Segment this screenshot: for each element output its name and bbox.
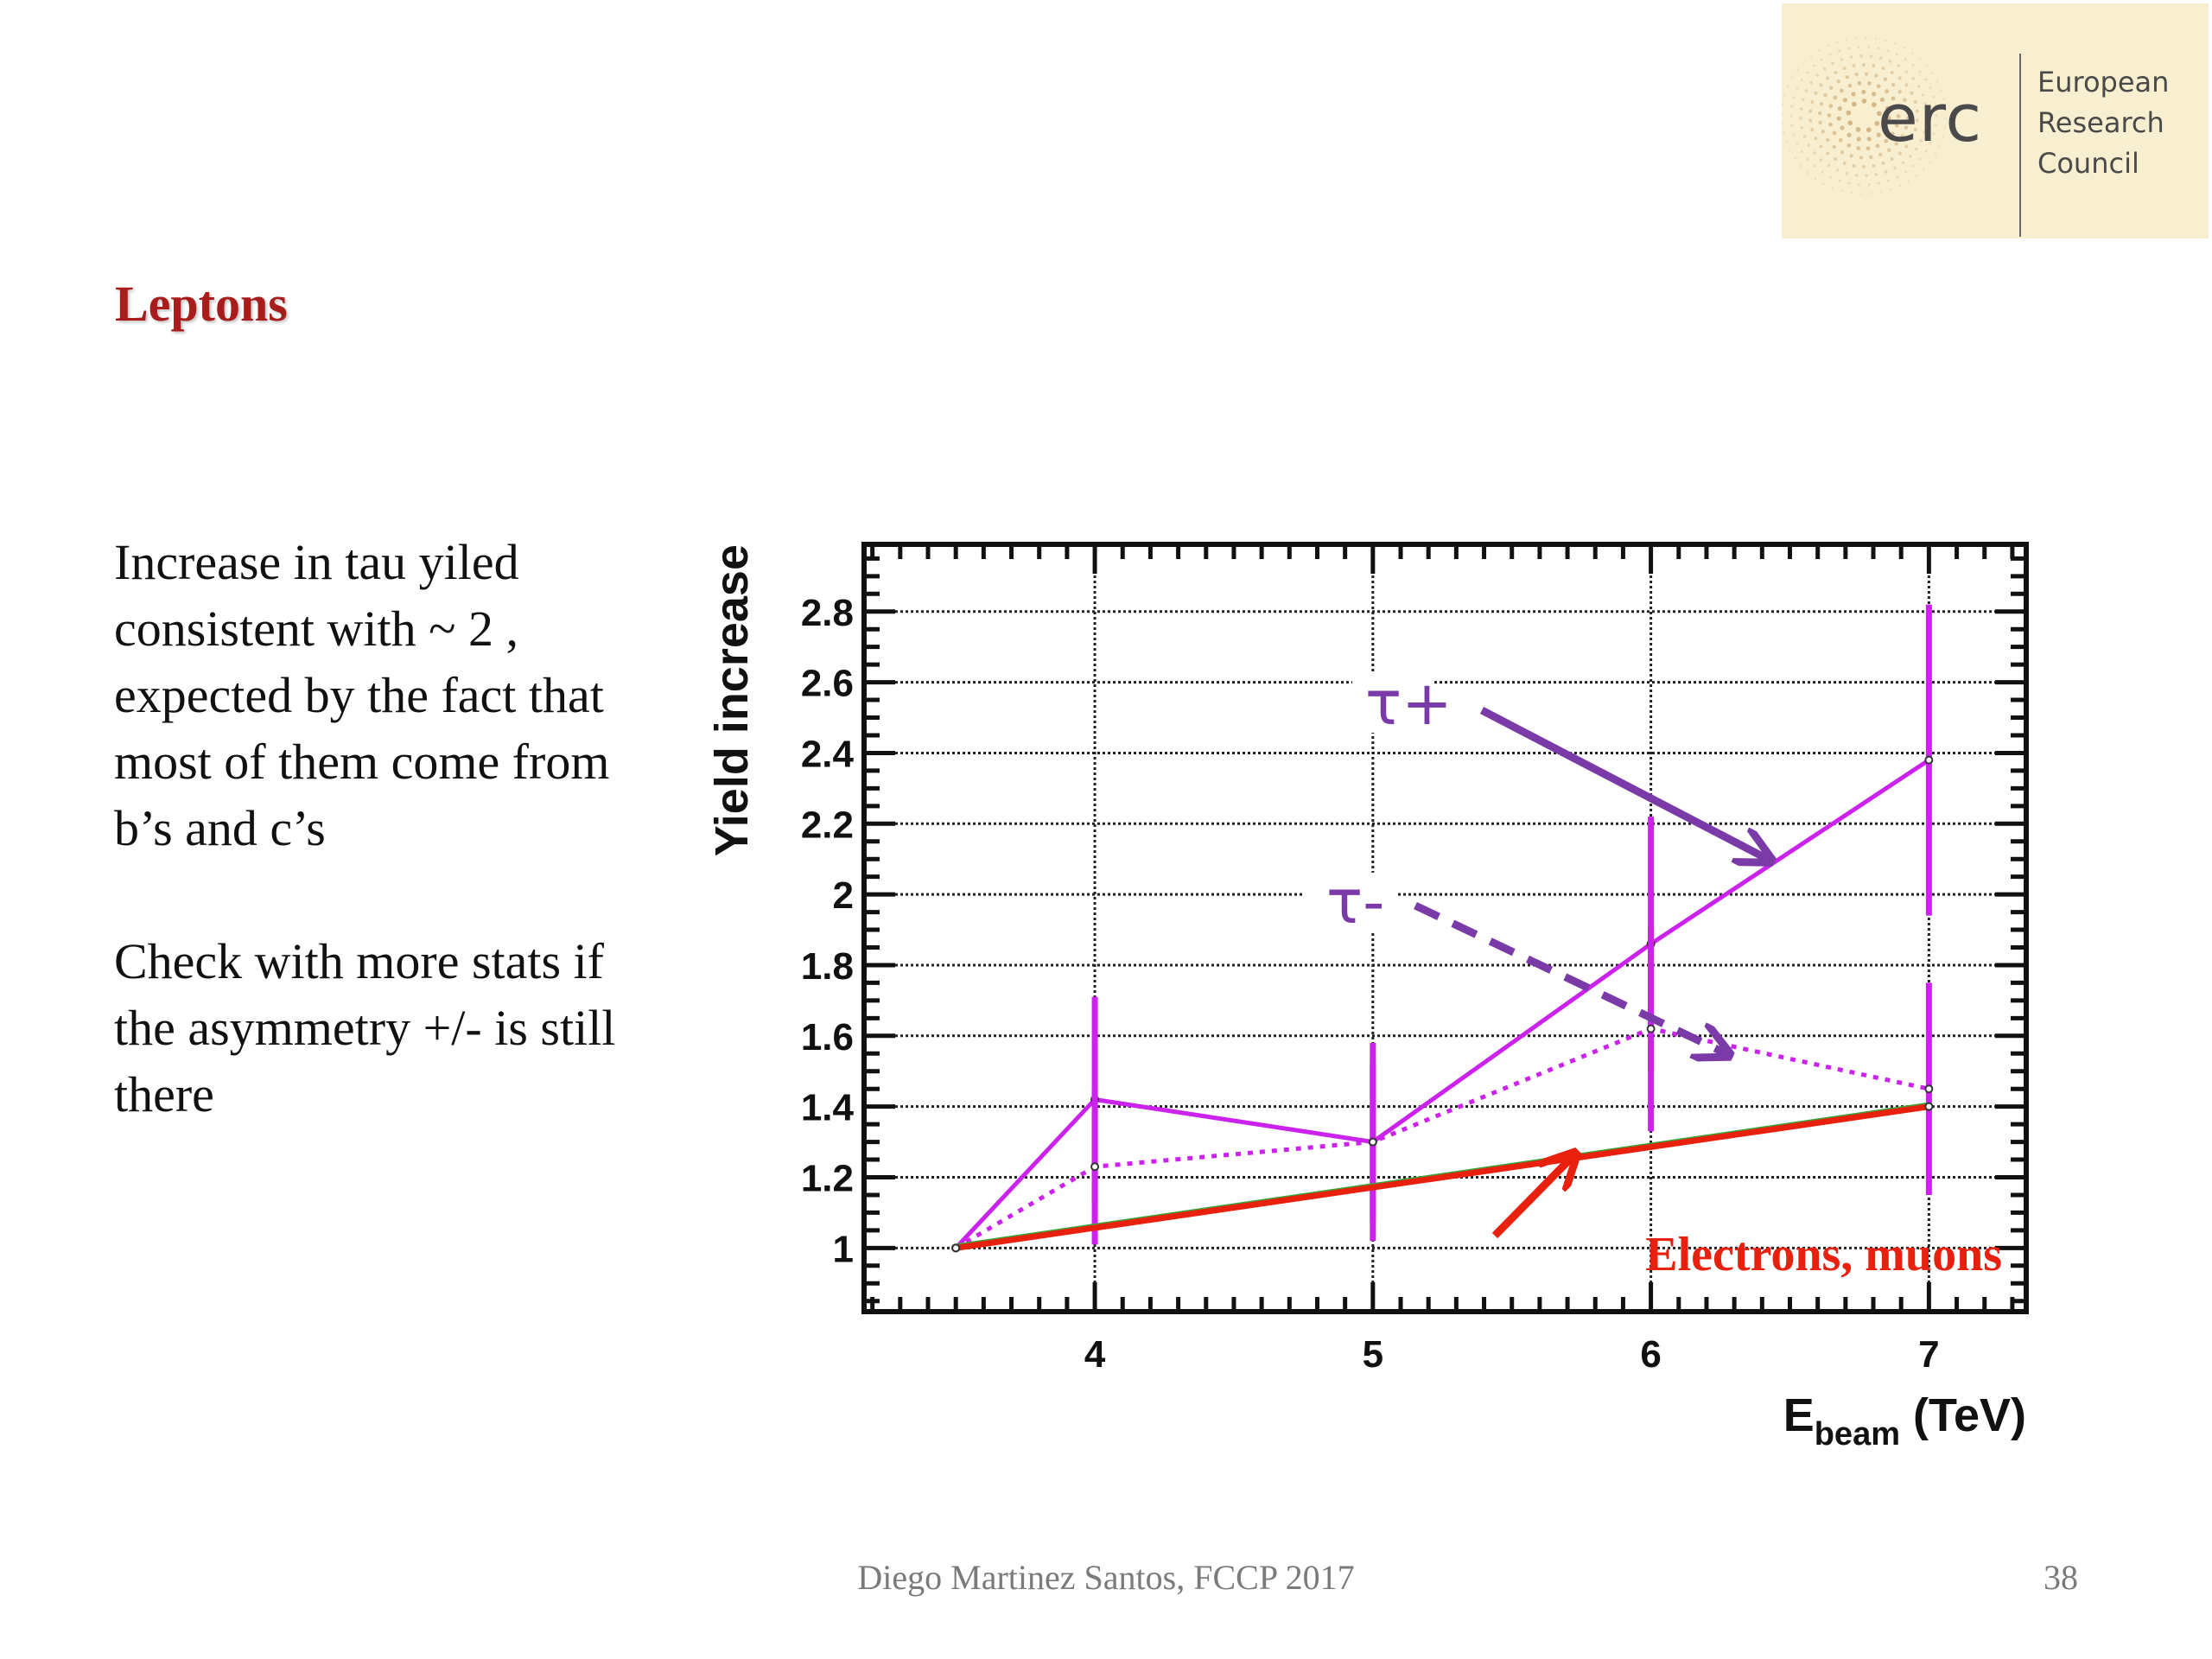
erc-dot <box>1803 135 1806 137</box>
erc-dot <box>1847 111 1852 116</box>
erc-dot <box>1800 107 1802 110</box>
erc-dot <box>1875 37 1878 40</box>
erc-dot <box>1815 137 1818 140</box>
y-tick-label: 2.6 <box>800 662 854 705</box>
erc-dot <box>1861 90 1866 94</box>
data-point <box>1925 757 1932 764</box>
erc-dot <box>1837 116 1841 120</box>
erc-dot <box>1890 188 1892 191</box>
erc-dot <box>1862 99 1867 104</box>
erc-dot <box>1840 150 1844 154</box>
erc-dot <box>1905 70 1908 73</box>
erc-dot <box>1908 180 1910 182</box>
erc-dot <box>1840 190 1843 193</box>
erc-dot <box>1820 145 1823 149</box>
erc-dot <box>1808 143 1810 146</box>
erc-dot <box>1872 64 1875 67</box>
erc-dot <box>1805 89 1808 92</box>
erc-dot <box>1832 187 1834 189</box>
erc-dot <box>1918 71 1921 73</box>
data-point <box>1091 1163 1098 1170</box>
series-line <box>956 1029 1929 1249</box>
x-axis-title: $E_{beam}$ (TeV) <box>1783 1389 2026 1452</box>
erc-dot <box>1857 137 1861 141</box>
erc-dot <box>1835 41 1838 43</box>
y-tick-label: 2.2 <box>800 804 854 847</box>
erc-dot <box>1904 58 1907 60</box>
erc-dot <box>1858 183 1860 186</box>
erc-dot <box>1904 171 1907 174</box>
erc-dot <box>1789 149 1791 151</box>
erc-dot <box>1801 150 1803 153</box>
body-paragraph: Check with more stats if the asymmetry +/- is still there <box>114 933 616 1122</box>
erc-dot <box>1869 156 1872 159</box>
erc-dot <box>1872 164 1875 168</box>
erc-dot <box>1851 192 1853 194</box>
erc-dot <box>1866 127 1872 132</box>
chart-svg <box>674 518 2056 1452</box>
erc-dot <box>1829 175 1832 178</box>
erc-dot <box>1847 143 1851 148</box>
erc-dot <box>1820 102 1823 105</box>
data-point <box>1370 1139 1376 1146</box>
x-tick-label: 4 <box>1084 1333 1106 1376</box>
erc-dot <box>1865 72 1868 75</box>
erc-dot <box>1802 99 1804 101</box>
y-tick-label: 2.4 <box>800 733 854 776</box>
y-tick-label: 1.6 <box>800 1015 854 1058</box>
erc-dot <box>1833 96 1837 100</box>
data-point <box>1648 1026 1655 1033</box>
erc-dot <box>1791 77 1794 79</box>
x-tick-label: 7 <box>1918 1333 1940 1376</box>
erc-dot <box>1802 61 1805 64</box>
tau-plus-label: τ+ <box>1365 668 1452 739</box>
erc-dot <box>1855 73 1859 76</box>
erc-dot <box>1929 161 1931 163</box>
erc-dot <box>1821 58 1823 60</box>
erc-dot <box>1818 121 1821 124</box>
erc-dot <box>1843 162 1847 165</box>
erc-dot <box>1813 151 1815 154</box>
erc-dot <box>1847 133 1852 137</box>
erc-dot <box>1815 178 1817 181</box>
erc-dot <box>1846 172 1848 175</box>
erc-dot <box>1870 54 1872 57</box>
erc-dot <box>1859 54 1862 57</box>
erc-dot <box>1925 65 1928 67</box>
erc-dot <box>1893 167 1896 169</box>
erc-dot <box>1903 47 1905 49</box>
erc-dot <box>1856 127 1861 132</box>
erc-dot <box>1782 112 1783 115</box>
erc-dot <box>1840 125 1844 130</box>
erc-dot <box>1822 182 1825 185</box>
erc-dot <box>1923 168 1925 170</box>
erc-dot <box>1833 131 1837 136</box>
erc-dot <box>1881 67 1885 70</box>
erc-dot <box>1853 164 1856 168</box>
erc-dot <box>1931 72 1934 74</box>
erc-dot <box>1851 92 1855 96</box>
erc-dot <box>1837 79 1840 83</box>
erc-dot <box>1875 173 1878 175</box>
erc-dot <box>1823 93 1827 97</box>
erc-dot <box>1820 158 1822 161</box>
erc-dot <box>1827 45 1829 48</box>
erc-dot <box>1867 137 1872 141</box>
x-tick-label: 6 <box>1640 1333 1662 1376</box>
erc-dot <box>1839 180 1841 182</box>
erc-dot <box>1845 39 1847 41</box>
erc-dot <box>1899 185 1902 188</box>
erc-dot <box>1912 165 1915 168</box>
erc-logo-name-line: Council <box>2037 147 2139 180</box>
erc-dot <box>1834 71 1837 74</box>
erc-dot <box>1840 88 1844 92</box>
y-tick-label: 2 <box>832 874 854 918</box>
slide-title: Leptons <box>115 276 288 332</box>
erc-dot <box>1879 56 1882 59</box>
erc-dot <box>1789 115 1792 118</box>
erc-dot <box>1829 86 1833 89</box>
erc-dot <box>1809 81 1812 84</box>
erc-dot <box>1886 49 1889 52</box>
erc-dot <box>1796 68 1799 71</box>
erc-dot <box>1859 156 1863 159</box>
erc-dot <box>1826 152 1829 156</box>
y-tick-label: 2.8 <box>800 591 854 634</box>
erc-dot <box>1902 162 1904 164</box>
erc-dot <box>1810 55 1813 58</box>
erc-dot <box>1919 158 1922 161</box>
y-tick-label: 1.8 <box>800 944 854 988</box>
erc-dot <box>1826 77 1829 80</box>
erc-dot <box>1855 174 1858 176</box>
tau-minus-label: τ- <box>1326 867 1385 938</box>
erc-logo-name-line: Research <box>2037 106 2164 139</box>
erc-dot <box>1818 111 1821 115</box>
y-tick-label: 1 <box>832 1228 854 1271</box>
erc-dot <box>1810 100 1814 104</box>
erc-dot <box>1860 193 1863 195</box>
erc-dot <box>1808 110 1812 113</box>
erc-dot <box>1848 84 1853 88</box>
erc-dot <box>1894 42 1897 45</box>
erc-dot <box>1840 58 1843 60</box>
erc-dot <box>1881 162 1885 165</box>
erc-dot <box>1790 105 1793 108</box>
erc-dot <box>1868 183 1871 186</box>
erc-dot <box>1807 158 1809 161</box>
erc-dot <box>1815 92 1818 95</box>
erc-dot <box>1807 172 1809 175</box>
erc-dot <box>1872 92 1876 96</box>
data-point <box>1925 1103 1932 1110</box>
y-tick-label: 1.2 <box>800 1157 854 1200</box>
erc-dot <box>1823 67 1826 70</box>
erc-dot <box>1867 81 1872 86</box>
erc-dot <box>1834 157 1837 161</box>
erc-dot <box>1836 168 1839 171</box>
erc-dot <box>1827 164 1830 167</box>
erc-dot <box>1801 126 1803 129</box>
erc-dot <box>1826 138 1829 142</box>
erc-dot <box>1828 123 1833 127</box>
y-axis-title: Yield increase <box>706 544 758 857</box>
erc-dot <box>1871 193 1873 195</box>
erc-dot <box>1783 131 1785 134</box>
erc-dot <box>1891 157 1894 161</box>
erc-dot <box>1891 71 1894 74</box>
slide-body <box>114 529 632 1194</box>
erc-dot <box>1794 157 1796 160</box>
erc-dot <box>1862 165 1866 168</box>
erc-dot <box>1818 49 1821 52</box>
erc-dot <box>1848 182 1851 185</box>
erc-dot <box>1897 64 1900 67</box>
erc-dot <box>1847 120 1853 125</box>
tau-plus-arrow <box>1482 710 1768 859</box>
erc-dot <box>1838 106 1842 111</box>
erc-dot <box>1816 73 1819 76</box>
erc-dot <box>1838 49 1840 52</box>
erc-dot <box>1874 73 1878 77</box>
erc-dot <box>1880 191 1883 194</box>
erc-dot <box>1853 64 1856 67</box>
erc-dot <box>1896 175 1898 178</box>
erc-dot <box>1865 175 1867 177</box>
erc-dot <box>1796 143 1799 145</box>
erc-dot <box>1810 128 1814 131</box>
erc-dot <box>1858 81 1862 86</box>
erc-dot <box>1911 52 1914 54</box>
erc-dot <box>1785 140 1788 143</box>
erc-dot <box>1919 58 1922 60</box>
erc-dot <box>1878 182 1880 185</box>
data-point <box>952 1244 959 1251</box>
erc-dot <box>1833 145 1836 149</box>
erc-dot <box>1912 64 1915 67</box>
leptons-label: Electrons, muons <box>1645 1228 2002 1281</box>
erc-dot <box>1856 146 1860 150</box>
erc-dot <box>1862 63 1866 67</box>
erc-dot <box>1850 55 1853 58</box>
erc-dot <box>1885 170 1887 173</box>
erc-dot <box>1808 118 1812 122</box>
data-point <box>1925 1085 1932 1092</box>
erc-dot <box>1796 87 1798 90</box>
erc-logo-divider <box>2019 54 2021 237</box>
erc-dot <box>1866 146 1871 150</box>
erc-dot <box>1857 46 1859 48</box>
body-paragraph: Increase in tau yiled consistent with ~ 2 , expected by the fact that most of them come from b’s and c’s <box>114 534 610 856</box>
erc-dot <box>1801 79 1803 81</box>
tau-minus-arrow <box>1415 906 1726 1053</box>
erc-dot <box>1783 94 1786 97</box>
erc-dot <box>1828 104 1833 108</box>
erc-dot <box>1800 165 1802 168</box>
erc-dot <box>1821 171 1823 174</box>
erc-dot <box>1885 40 1887 42</box>
erc-dot <box>1793 96 1796 99</box>
erc-dot <box>1793 133 1796 136</box>
erc-dot <box>1782 122 1783 124</box>
erc-dot <box>1831 62 1834 65</box>
erc-dot <box>1787 85 1789 87</box>
erc-logo-name-line: European <box>2037 66 2170 99</box>
erc-dot <box>1790 124 1793 127</box>
x-tick-label: 5 <box>1362 1333 1384 1376</box>
footer-credit: Diego Martinez Santos, FCCP 2017 <box>857 1558 1355 1597</box>
y-tick-label: 1.4 <box>800 1086 854 1129</box>
erc-dot <box>1887 180 1890 182</box>
yield-chart <box>674 518 2056 1456</box>
erc-dot <box>1782 103 1783 105</box>
erc-dot <box>1839 138 1843 143</box>
erc-dot <box>1852 102 1857 107</box>
erc-dot <box>1896 54 1898 56</box>
erc-dot <box>1846 75 1849 79</box>
plot-frame <box>864 544 2026 1312</box>
page-number: 38 <box>2044 1558 2078 1597</box>
erc-dot <box>1843 98 1847 102</box>
erc-dot <box>1865 36 1867 39</box>
erc-dot <box>1827 113 1832 118</box>
erc-logo-acronym: erc <box>1878 79 1983 156</box>
erc-dot <box>1889 60 1891 62</box>
erc-dot <box>1867 46 1870 48</box>
erc-dot <box>1872 102 1877 107</box>
erc-dot <box>1813 165 1815 168</box>
erc-logo-name <box>2037 62 2169 184</box>
erc-dot <box>1847 47 1850 49</box>
erc-dot <box>1829 54 1832 56</box>
erc-dot <box>1806 71 1808 73</box>
erc-dot <box>1843 67 1847 70</box>
erc-dot <box>1916 175 1918 177</box>
erc-dot <box>1855 37 1858 40</box>
erc-dot <box>1849 154 1853 157</box>
erc-dot <box>1813 64 1815 67</box>
erc-dot <box>1821 130 1825 133</box>
erc-dot <box>1877 47 1879 49</box>
erc-dot <box>1820 84 1823 87</box>
erc-dot <box>1799 117 1802 119</box>
